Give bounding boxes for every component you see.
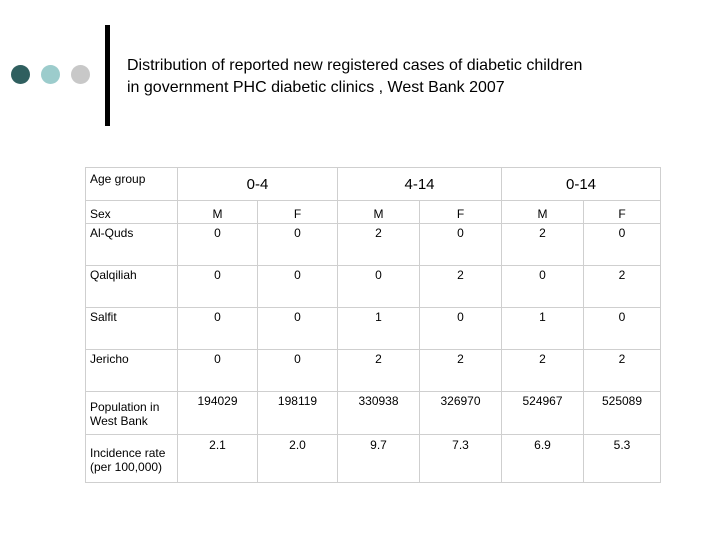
table-cell: 0: [178, 266, 258, 308]
table-row: [86, 435, 661, 483]
title-divider-bar: [105, 25, 110, 126]
decorative-dot-dark: [11, 65, 30, 84]
table-cell: 0: [420, 308, 502, 350]
table-cell: 7.3: [420, 435, 502, 483]
table-cell: 2: [584, 266, 661, 308]
table-cell: 0: [338, 266, 420, 308]
table-cell: 6.9: [502, 435, 584, 483]
table-cell: 0: [178, 224, 258, 266]
table-cell: 0: [258, 224, 338, 266]
table-cell: 2: [584, 350, 661, 392]
row-label-line: (per 100,000): [90, 460, 163, 474]
sex-header: F: [420, 201, 502, 224]
table-row: [86, 266, 661, 308]
decorative-dot-grey: [71, 65, 90, 84]
sex-header: M: [178, 201, 258, 224]
row-label-line: West Bank: [90, 414, 148, 428]
table-row: [86, 224, 661, 266]
row-label-line: Population in: [90, 400, 160, 414]
table-cell: 9.7: [338, 435, 420, 483]
table-cell: 525089: [584, 392, 661, 435]
sex-label: Sex: [86, 201, 178, 224]
table-cell: 2.0: [258, 435, 338, 483]
sex-header-row: [86, 201, 661, 224]
table-cell: 0: [178, 350, 258, 392]
table-cell: 330938: [338, 392, 420, 435]
table-cell: 2: [420, 350, 502, 392]
table-cell: 2: [420, 266, 502, 308]
sex-header: F: [258, 201, 338, 224]
row-label: Jericho: [86, 350, 178, 392]
slide-title-line-2: in government PHC diabetic clinics , West Bank 2007: [127, 79, 505, 96]
table-row: [86, 308, 661, 350]
table-cell: 0: [502, 266, 584, 308]
sex-header: M: [502, 201, 584, 224]
slide-title: [127, 55, 687, 99]
sex-header: F: [584, 201, 661, 224]
table-header-row: [86, 168, 661, 201]
decorative-dot-teal: [41, 65, 60, 84]
group-header: 0-4: [178, 168, 338, 201]
table-row: [86, 392, 661, 435]
table-cell: 2: [338, 224, 420, 266]
row-label: Al-Quds: [86, 224, 178, 266]
table-row: [86, 350, 661, 392]
row-label-line: Incidence rate: [90, 446, 166, 460]
table-cell: 326970: [420, 392, 502, 435]
row-label: [86, 435, 178, 483]
table-cell: 0: [584, 224, 661, 266]
slide-title-line-1: Distribution of reported new registered cases of diabetic children: [127, 57, 583, 74]
row-label: Qalqiliah: [86, 266, 178, 308]
table-cell: 194029: [178, 392, 258, 435]
table-cell: 0: [258, 350, 338, 392]
row-label: Salfit: [86, 308, 178, 350]
table-cell: 2: [502, 350, 584, 392]
table-cell: 0: [178, 308, 258, 350]
table-cell: 0: [584, 308, 661, 350]
table-cell: 524967: [502, 392, 584, 435]
table-cell: 0: [420, 224, 502, 266]
table-cell: 198119: [258, 392, 338, 435]
table-cell: 2.1: [178, 435, 258, 483]
row-label: [86, 392, 178, 435]
age-group-label: Age group: [86, 168, 178, 201]
table-cell: 5.3: [584, 435, 661, 483]
group-header: 4-14: [338, 168, 502, 201]
group-header: 0-14: [502, 168, 661, 201]
table-cell: 2: [502, 224, 584, 266]
sex-header: M: [338, 201, 420, 224]
table-cell: 2: [338, 350, 420, 392]
table-cell: 0: [258, 266, 338, 308]
table-cell: 0: [258, 308, 338, 350]
table-cell: 1: [338, 308, 420, 350]
diabetes-cases-table: [85, 167, 661, 483]
table-cell: 1: [502, 308, 584, 350]
